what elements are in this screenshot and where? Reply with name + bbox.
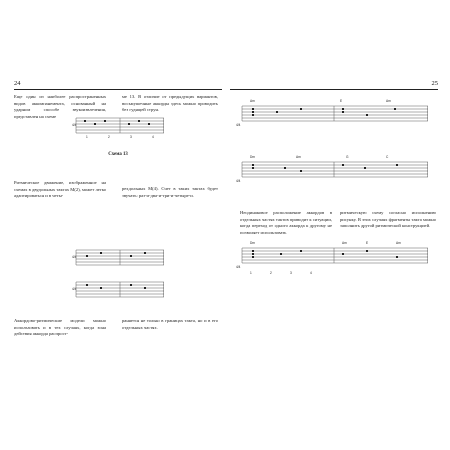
- tab-staff-6: [236, 238, 428, 282]
- tab-staff-3: [72, 278, 164, 306]
- chord-label-e-2: E: [366, 241, 369, 245]
- paragraph-r1-col-1: Неодинаковое расположение аккордов в отдельных частях тактов приводит к ситуации, когда переход от одного аккорда к другому не позволяет использовать: [240, 210, 332, 235]
- page-number-left: 24: [14, 80, 21, 87]
- beat-1: 1: [86, 135, 88, 139]
- header-rule-right: [230, 89, 438, 90]
- left-page: [14, 80, 222, 380]
- chord-label-dm-2: Dm: [250, 241, 255, 245]
- time-signature-2: 4/4: [72, 255, 77, 259]
- paragraph-r1-col-2: ритмическую схему согласно исполнению рисунку. В этих случаях фрагменты такта можно заполнить другой ритмической конструкцией.: [340, 210, 436, 229]
- time-signature-6: 4/4: [236, 265, 241, 269]
- chord-label-am-3: Am: [296, 155, 301, 159]
- chord-label-am-2: Am: [386, 99, 391, 103]
- page-number-right: 25: [431, 80, 438, 87]
- time-signature-4: 4/4: [236, 123, 241, 127]
- chord-label-am-1: Am: [250, 99, 255, 103]
- paragraph-3-col-1: Аккордово-ритмические модели можно использовать и в тех случаях, когда зона действия аккорда распрост-: [14, 318, 106, 337]
- tab-staff-5: [236, 152, 428, 192]
- paragraph-1-col-2: ме 13. В отличие от предыдущих вариантов, восьмушечные аккорды здесь можно проводить без гудящей струн.: [122, 94, 218, 113]
- paragraph-1-col-1: Еще один из наиболее распространенных видов аккомпанемента, основанный на ударном способе звукоизвлечения, представлен на схеме: [14, 94, 106, 119]
- time-signature-5: 4/4: [236, 179, 241, 183]
- tab-staff-2: [72, 246, 164, 272]
- right-page: [230, 80, 438, 380]
- beat-r-4: 4: [310, 271, 312, 275]
- figure-caption: Схема 13: [108, 152, 128, 157]
- tab-staff-1: [72, 114, 164, 144]
- beat-3: 3: [130, 135, 132, 139]
- chord-label-am-5: Am: [396, 241, 401, 245]
- chord-label-c-1: C: [386, 155, 389, 159]
- chord-label-g-1: G: [346, 155, 349, 159]
- beat-r-2: 2: [270, 271, 272, 275]
- paragraph-2-col-2: рехдольных М(4). Счет в таких тактах будет звучать: раз-и-два-и-три-и-четыре-и.: [122, 186, 218, 198]
- beat-r-3: 3: [290, 271, 292, 275]
- tab-staff-4: [236, 96, 428, 136]
- header-rule-left: [14, 89, 222, 90]
- paragraph-2-col-1: Ритмическое движение, изображенное на схемах в двудольных тактах М(2), может легко адаптироваться и в четы-: [14, 180, 106, 199]
- beat-2: 2: [108, 135, 110, 139]
- beat-4: 4: [152, 135, 154, 139]
- chord-label-dm-1: Dm: [250, 155, 255, 159]
- beat-r-1: 1: [250, 271, 252, 275]
- chord-label-am-4: Am: [342, 241, 347, 245]
- time-signature-3: 4/4: [72, 287, 77, 291]
- time-signature-1: 4/4: [72, 123, 77, 127]
- paragraph-3-col-2: раняется не только в границах такта, но и в его отдельных частях.: [122, 318, 218, 330]
- chord-label-e-1: E: [340, 99, 343, 103]
